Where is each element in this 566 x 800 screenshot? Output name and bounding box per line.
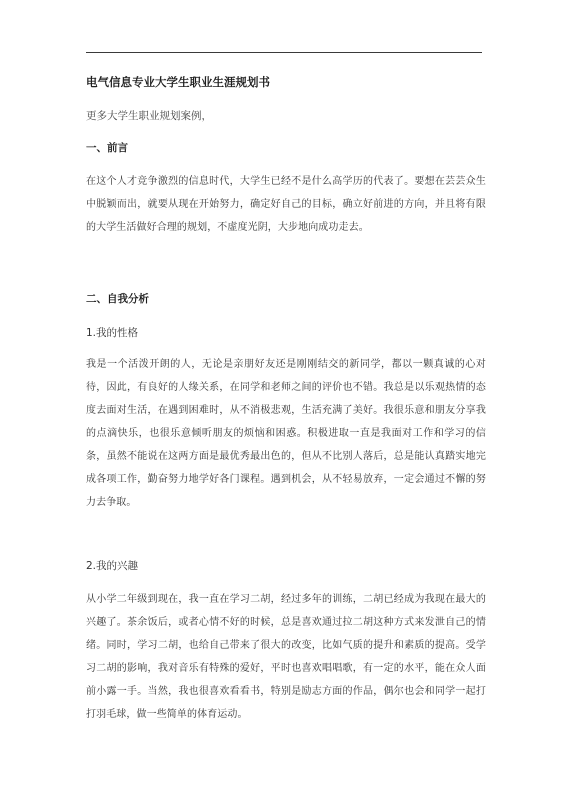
- document-body: [86, 68, 486, 726]
- subsection-heading-interests: 2.我的兴趣: [86, 560, 139, 572]
- section-heading-preface: 一、前言: [86, 142, 128, 154]
- document-subtitle: 更多大学生职业规划案例，: [86, 110, 212, 122]
- subsection-heading-personality: 1.我的性格: [86, 327, 139, 339]
- document-title: 电气信息专业大学生职业生涯规划书: [86, 75, 270, 89]
- interests-paragraph: 从小学二年级到现在，我一直在学习二胡，经过多年的训练，二胡已经成为我现在最大的兴趣了。茶余饭后，或者心情不好的时候，总是喜欢通过拉二胡这种方式来发泄自己的情绪。同时，学习二胡，也给自己带来了很大的改变，比如气质的提升和素质的提高。受学习二胡的影响，我对音乐有特殊的爱好，平时也喜欢唱唱歌，有一定的水平，能在众人面前小露一手。当然，我也很喜欢看看书，特别是励志方面的作品，偶尔也会和同学一起打打羽毛球，做一些简单的体育运动。: [86, 594, 486, 720]
- personality-paragraph: 我是一个活泼开朗的人，无论是亲朋好友还是刚刚结交的新同学，都以一颗真诚的心对待，因此，有良好的人缘关系，在同学和老师之间的评价也不错。我总是以乐观热情的态度去面对生活，在遇到困难时，从不消极悲观，生活充满了美好。我很乐意和朋友分享我的点滴快乐，也很乐意倾听朋友的烦恼和困惑。积极进取一直是我面对工作和学习的信条，虽然不能说在这两方面是最优秀最出色的，但从不比别人落后，总是能认真踏实地完成各项工作，勤奋努力地学好各门课程。遇到机会，从不轻易放弃，一定会通过不懈的努力去争取。: [86, 359, 486, 508]
- preface-paragraph: 在这个人才竞争激烈的信息时代，大学生已经不是什么高学历的代表了。要想在芸芸众生中脱颖而出，就要从现在开始努力，确定好自己的目标，确立好前进的方向，并且将有限的大学生活做好合理的规划，不虚度光阴，大步地向成功走去。: [86, 176, 486, 233]
- section-heading-self-analysis: 二、自我分析: [86, 293, 149, 305]
- header-divider: [86, 52, 482, 53]
